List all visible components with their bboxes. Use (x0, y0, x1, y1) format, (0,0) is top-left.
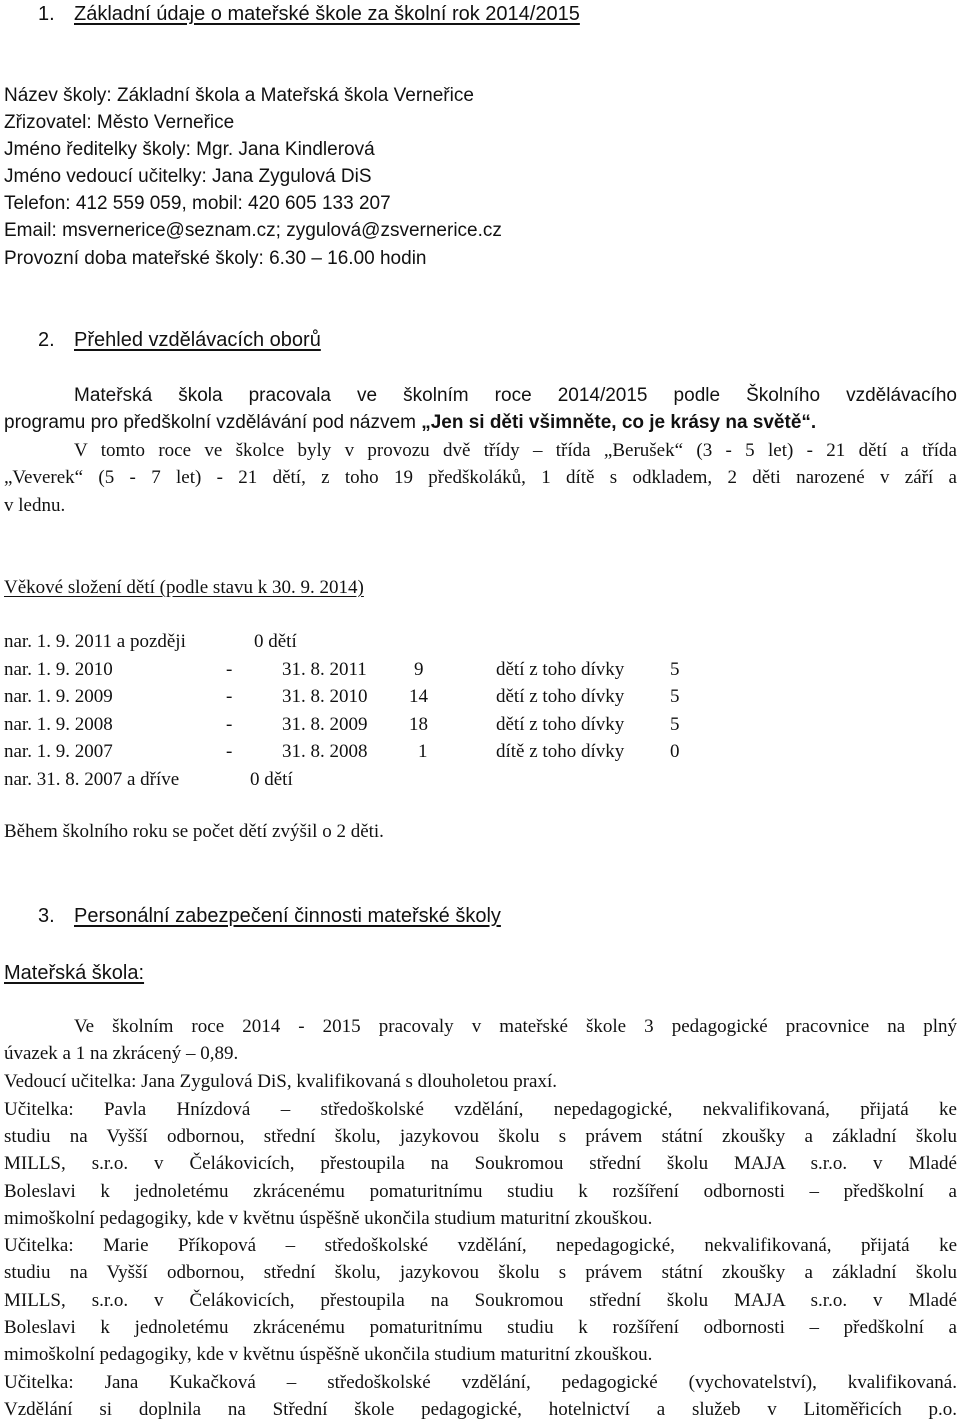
program-text: programu pro předškolní vzdělávání pod názvem (4, 412, 422, 433)
kindergarten-subheading: Mateřská škola: (4, 962, 145, 984)
age-girls: 0 (670, 741, 680, 762)
age-to: 31. 8. 2011 (282, 658, 367, 680)
staff-line: Učitelka: Pavla Hnízdová – středoškolské vzdělání, nepedagogické, nekvalifikovaná, přijatá ke (4, 1099, 957, 1120)
staff-line: Boleslavi k jednoletému zkrácenému pomaturitnímu studiu k rozšíření odbornosti – předškolní a (4, 1317, 957, 1338)
section-3-title: Personální zabezpečení činnosti mateřské školy (74, 905, 501, 927)
opening-hours: Provozní doba mateřské školy: 6.30 – 16.00 hodin (4, 248, 427, 269)
phone: Telefon: 412 559 059, mobil: 420 605 133 207 (4, 193, 391, 214)
classes-paragraph-line-3: v lednu. (4, 495, 66, 516)
age-from: nar. 1. 9. 2011 a později (4, 631, 186, 652)
age-from: nar. 31. 8. 2007 a dříve (4, 768, 180, 790)
age-from: nar. 1. 9. 2009 (4, 686, 113, 707)
staff-line: Ve školním roce 2014 - 2015 pracovaly v mateřské škole 3 pedagogické pracovnice na plný (74, 1016, 957, 1037)
age-from: nar. 1. 9. 2008 (4, 713, 113, 735)
age-count: 9 (414, 658, 424, 680)
staff-line: Učitelka: Jana Kukačková – středoškolské vzdělání, pedagogické (vychovatelství), kvalifikovaná. (4, 1372, 957, 1393)
age-from: nar. 1. 9. 2007 (4, 741, 113, 762)
section-2-number: 2. (38, 329, 55, 351)
age-girls: 5 (670, 686, 680, 707)
age-girls: 5 (670, 658, 680, 680)
age-count: 1 (418, 741, 428, 762)
age-count: 0 dětí (254, 631, 297, 652)
children-summary: Během školního roku se počet dětí zvýšil o 2 děti. (4, 821, 384, 842)
age-girls: 5 (670, 713, 680, 735)
staff-line: mimoškolní pedagogiky, kde v květnu úspěšně ukončila studium maturitní zkouškou. (4, 1344, 653, 1365)
founder: Zřizovatel: Město Verneřice (4, 112, 235, 133)
age-dash: - (226, 713, 233, 735)
section-2-title: Přehled vzdělávacích oborů (74, 329, 321, 351)
staff-line: studiu na Vyšší odbornou, střední školu, jazykovou školu s právem státní zkoušky a základní školu (4, 1262, 957, 1283)
age-desc: dětí z toho dívky (496, 658, 625, 680)
staff-line: úvazek a 1 na zkrácený – 0,89. (4, 1043, 239, 1064)
age-count: 0 dětí (250, 768, 293, 790)
section-1-number: 1. (38, 3, 55, 25)
age-to: 31. 8. 2009 (282, 713, 368, 735)
age-to: 31. 8. 2008 (282, 741, 368, 762)
classes-paragraph-line-2: „Veverek“ (5 - 7 let) - 21 dětí, z toho 19 předškoláků, 1 dítě s odkladem, 2 děti narozené v září a (4, 467, 957, 488)
staff-line: MILLS, s.r.o. v Čelákovicích, přestoupila na Soukromou střední školu MAJA s.r.o. v Mladé (4, 1290, 957, 1311)
staff-line: Vedoucí učitelka: Jana Zygulová DiS, kvalifikovaná s dlouholetou praxí. (4, 1071, 557, 1092)
age-desc: dětí z toho dívky (496, 686, 625, 707)
staff-line: Vzdělání si doplnila na Střední škole pedagogické, hotelnictví a služeb v Litoměřicích p.o. (4, 1399, 957, 1420)
program-name: „Jen si děti všimněte, co je krásy na světě“. (421, 412, 817, 433)
age-to: 31. 8. 2010 (282, 686, 368, 707)
classes-paragraph-line-1: V tomto roce ve školce byly v provozu dvě třídy – třída „Berušek“ (3 - 5 let) - 21 dětí a třída (74, 440, 957, 461)
program-paragraph-line-2 (4, 409, 816, 436)
school-name: Název školy: Základní škola a Mateřská škola Verneřice (4, 85, 474, 106)
age-dash: - (226, 686, 233, 707)
age-desc: dětí z toho dívky (496, 713, 625, 735)
program-paragraph-line-1: Mateřská škola pracovala ve školním roce 2014/2015 podle Školního vzdělávacího (74, 385, 957, 406)
staff-line: mimoškolní pedagogiky, kde v květnu úspěšně ukončila studium maturitní zkouškou. (4, 1208, 653, 1229)
staff-line: Boleslavi k jednoletému zkrácenému pomaturitnímu studiu k rozšíření odbornosti – předškolní a (4, 1181, 957, 1202)
age-composition-heading: Věkové složení dětí (podle stavu k 30. 9. 2014) (4, 577, 364, 598)
staff-line: MILLS, s.r.o. v Čelákovicích, přestoupila na Soukromou střední školu MAJA s.r.o. v Mladé (4, 1153, 957, 1174)
age-count: 14 (409, 686, 428, 707)
age-dash: - (226, 658, 233, 680)
section-3-number: 3. (38, 905, 55, 927)
staff-line: studiu na Vyšší odbornou, střední školu, jazykovou školu s právem státní zkoušky a základní školu (4, 1126, 957, 1147)
age-dash: - (226, 741, 233, 762)
email: Email: msvernerice@seznam.cz; zygulová@zsvernerice.cz (4, 220, 502, 241)
age-desc: dítě z toho dívky (496, 741, 625, 762)
headmistress: Jméno ředitelky školy: Mgr. Jana Kindlerová (4, 139, 375, 160)
section-1-title: Základní údaje o mateřské škole za školní rok 2014/2015 (74, 3, 580, 25)
age-from: nar. 1. 9. 2010 (4, 658, 113, 680)
age-count: 18 (409, 713, 428, 735)
staff-line: Učitelka: Marie Příkopová – středoškolské vzdělání, nepedagogické, nekvalifikovaná, přijatá ke (4, 1235, 957, 1256)
head-teacher: Jméno vedoucí učitelky: Jana Zygulová DiS (4, 166, 372, 187)
